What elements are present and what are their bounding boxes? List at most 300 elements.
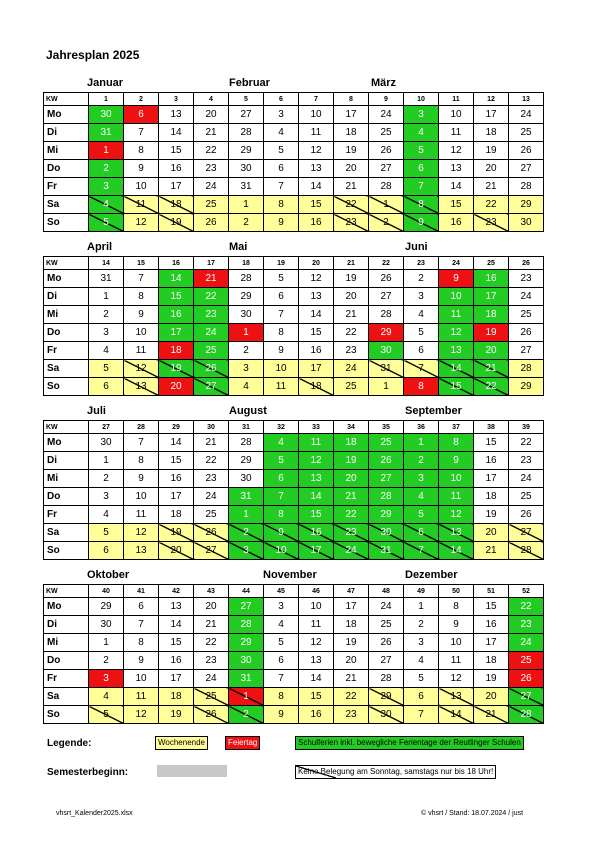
weekday-label: Mo — [44, 598, 89, 616]
day-cell: 23 — [334, 706, 369, 724]
day-cell: 9 — [124, 306, 159, 324]
day-cell: 4 — [264, 434, 299, 452]
kw-label: KW — [44, 257, 89, 270]
day-cell: 7 — [264, 178, 299, 196]
kw-cell: 36 — [404, 421, 439, 434]
day-cell: 20 — [474, 524, 509, 542]
day-cell: 23 — [194, 306, 229, 324]
day-cell: 30 — [369, 524, 404, 542]
day-cell: 31 — [229, 488, 264, 506]
day-cell: 16 — [299, 342, 334, 360]
day-cell: 25 — [369, 616, 404, 634]
day-cell: 6 — [89, 378, 124, 396]
day-cell: 14 — [159, 434, 194, 452]
day-cell: 24 — [509, 470, 544, 488]
day-cell: 18 — [474, 124, 509, 142]
weekday-label: Mi — [44, 142, 89, 160]
kw-cell: 15 — [124, 257, 159, 270]
day-cell: 11 — [124, 506, 159, 524]
kw-row — [44, 257, 544, 270]
month-label: September — [405, 405, 462, 417]
day-cell: 13 — [439, 160, 474, 178]
day-cell: 20 — [334, 470, 369, 488]
weekday-row — [44, 434, 544, 452]
day-cell: 6 — [264, 652, 299, 670]
kw-cell: 10 — [404, 93, 439, 106]
day-cell: 29 — [229, 452, 264, 470]
weekday-label: Do — [44, 160, 89, 178]
kw-cell: 48 — [369, 585, 404, 598]
day-cell: 21 — [194, 270, 229, 288]
day-cell: 3 — [89, 178, 124, 196]
footer-filename: vhsrt_Kalender2025.xlsx — [56, 810, 133, 817]
day-cell: 11 — [299, 124, 334, 142]
day-cell: 11 — [439, 488, 474, 506]
kw-cell: 51 — [474, 585, 509, 598]
weekday-row — [44, 360, 544, 378]
day-cell: 13 — [299, 160, 334, 178]
day-cell: 29 — [229, 288, 264, 306]
day-cell: 4 — [229, 378, 264, 396]
day-cell: 19 — [159, 214, 194, 232]
day-cell: 23 — [509, 452, 544, 470]
day-cell: 20 — [159, 542, 194, 560]
day-cell: 9 — [124, 160, 159, 178]
day-cell: 23 — [509, 616, 544, 634]
weekday-row — [44, 452, 544, 470]
weekday-label: Fr — [44, 670, 89, 688]
day-cell: 5 — [404, 670, 439, 688]
day-cell: 21 — [474, 360, 509, 378]
day-cell: 26 — [194, 706, 229, 724]
weekday-label: Sa — [44, 196, 89, 214]
day-cell: 25 — [334, 378, 369, 396]
day-cell: 13 — [159, 106, 194, 124]
day-cell: 25 — [369, 124, 404, 142]
weekday-row — [44, 506, 544, 524]
day-cell: 14 — [299, 178, 334, 196]
day-cell: 9 — [439, 452, 474, 470]
kw-cell: 38 — [474, 421, 509, 434]
day-cell: 9 — [124, 652, 159, 670]
day-cell: 5 — [89, 214, 124, 232]
kw-cell: 3 — [159, 93, 194, 106]
day-cell: 31 — [229, 670, 264, 688]
day-cell: 6 — [124, 106, 159, 124]
kw-cell: 47 — [334, 585, 369, 598]
day-cell: 8 — [439, 598, 474, 616]
day-cell: 10 — [439, 106, 474, 124]
day-cell: 3 — [264, 598, 299, 616]
day-cell: 28 — [369, 670, 404, 688]
weekday-row — [44, 196, 544, 214]
legend-no-booking — [295, 765, 496, 779]
day-cell: 15 — [159, 634, 194, 652]
day-cell: 5 — [404, 324, 439, 342]
weekday-row — [44, 342, 544, 360]
weekday-row — [44, 470, 544, 488]
weekday-row — [44, 652, 544, 670]
day-cell: 3 — [404, 470, 439, 488]
kw-cell: 40 — [89, 585, 124, 598]
day-cell: 17 — [159, 324, 194, 342]
day-cell: 4 — [404, 124, 439, 142]
day-cell: 17 — [299, 360, 334, 378]
day-cell: 30 — [229, 160, 264, 178]
day-cell: 12 — [439, 670, 474, 688]
day-cell: 22 — [194, 634, 229, 652]
weekday-label: Mo — [44, 434, 89, 452]
day-cell: 14 — [299, 670, 334, 688]
day-cell: 31 — [89, 124, 124, 142]
day-cell: 30 — [229, 470, 264, 488]
day-cell: 22 — [474, 378, 509, 396]
day-cell: 7 — [124, 434, 159, 452]
day-cell: 10 — [264, 360, 299, 378]
day-cell: 1 — [229, 688, 264, 706]
day-cell: 8 — [404, 196, 439, 214]
day-cell: 1 — [89, 452, 124, 470]
kw-cell: 50 — [439, 585, 474, 598]
day-cell: 2 — [89, 160, 124, 178]
day-cell: 22 — [334, 688, 369, 706]
day-cell: 7 — [264, 670, 299, 688]
day-cell: 29 — [229, 142, 264, 160]
day-cell: 13 — [439, 342, 474, 360]
kw-cell: 13 — [509, 93, 544, 106]
day-cell: 20 — [474, 688, 509, 706]
day-cell: 29 — [509, 196, 544, 214]
day-cell: 24 — [194, 324, 229, 342]
day-cell: 4 — [404, 652, 439, 670]
day-cell: 11 — [124, 342, 159, 360]
day-cell: 7 — [264, 306, 299, 324]
day-cell: 25 — [509, 652, 544, 670]
day-cell: 27 — [509, 342, 544, 360]
day-cell: 29 — [89, 598, 124, 616]
day-cell: 3 — [229, 360, 264, 378]
weekday-label: So — [44, 706, 89, 724]
day-cell: 18 — [159, 688, 194, 706]
day-cell: 25 — [369, 434, 404, 452]
kw-cell: 34 — [334, 421, 369, 434]
day-cell: 28 — [369, 178, 404, 196]
day-cell: 23 — [334, 524, 369, 542]
day-cell: 22 — [194, 288, 229, 306]
day-cell: 6 — [404, 160, 439, 178]
day-cell: 26 — [369, 270, 404, 288]
month-label: Januar — [87, 77, 124, 89]
month-label: Mai — [229, 241, 248, 253]
day-cell: 28 — [229, 434, 264, 452]
weekday-row — [44, 706, 544, 724]
day-cell: 16 — [474, 616, 509, 634]
kw-label: KW — [44, 585, 89, 598]
weekday-label: Mi — [44, 634, 89, 652]
legend-label: Legende: — [47, 738, 92, 749]
kw-label: KW — [44, 421, 89, 434]
day-cell: 24 — [509, 634, 544, 652]
day-cell: 20 — [334, 288, 369, 306]
day-cell: 16 — [159, 470, 194, 488]
day-cell: 14 — [439, 542, 474, 560]
month-label: Dezember — [405, 569, 458, 581]
day-cell: 18 — [334, 616, 369, 634]
kw-cell: 31 — [229, 421, 264, 434]
day-cell: 10 — [264, 542, 299, 560]
day-cell: 25 — [194, 688, 229, 706]
weekday-row — [44, 142, 544, 160]
day-cell: 21 — [334, 670, 369, 688]
kw-cell: 41 — [124, 585, 159, 598]
day-cell: 21 — [334, 488, 369, 506]
kw-cell: 8 — [334, 93, 369, 106]
day-cell: 20 — [194, 106, 229, 124]
kw-cell: 37 — [439, 421, 474, 434]
day-cell: 7 — [264, 488, 299, 506]
day-cell: 22 — [334, 506, 369, 524]
day-cell: 17 — [159, 670, 194, 688]
day-cell: 20 — [334, 652, 369, 670]
day-cell: 12 — [124, 524, 159, 542]
day-cell: 15 — [439, 196, 474, 214]
day-cell: 5 — [404, 142, 439, 160]
calendar-table — [43, 92, 544, 232]
day-cell: 28 — [509, 178, 544, 196]
legend-no-booking-text: Keine Belegung am Sonntag, samstags nur bis 18 Uhr! — [298, 767, 494, 776]
day-cell: 20 — [334, 160, 369, 178]
day-cell: 26 — [369, 452, 404, 470]
day-cell: 14 — [439, 178, 474, 196]
day-cell: 26 — [509, 506, 544, 524]
weekday-row — [44, 688, 544, 706]
weekday-row — [44, 634, 544, 652]
kw-cell: 45 — [264, 585, 299, 598]
kw-cell: 4 — [194, 93, 229, 106]
day-cell: 24 — [194, 670, 229, 688]
day-cell: 4 — [264, 616, 299, 634]
day-cell: 14 — [159, 270, 194, 288]
kw-cell: 1 — [89, 93, 124, 106]
day-cell: 3 — [89, 670, 124, 688]
day-cell: 19 — [334, 452, 369, 470]
day-cell: 4 — [89, 342, 124, 360]
weekday-label: Do — [44, 324, 89, 342]
day-cell: 24 — [369, 106, 404, 124]
kw-cell: 16 — [159, 257, 194, 270]
kw-cell: 19 — [264, 257, 299, 270]
kw-cell: 52 — [509, 585, 544, 598]
day-cell: 23 — [334, 214, 369, 232]
kw-cell: 27 — [89, 421, 124, 434]
day-cell: 21 — [474, 706, 509, 724]
day-cell: 24 — [509, 106, 544, 124]
day-cell: 3 — [89, 488, 124, 506]
day-cell: 5 — [264, 452, 299, 470]
day-cell: 21 — [194, 434, 229, 452]
day-cell: 2 — [229, 706, 264, 724]
day-cell: 10 — [124, 670, 159, 688]
day-cell: 19 — [334, 270, 369, 288]
day-cell: 25 — [194, 342, 229, 360]
day-cell: 27 — [194, 542, 229, 560]
day-cell: 27 — [369, 470, 404, 488]
day-cell: 30 — [369, 342, 404, 360]
day-cell: 17 — [159, 178, 194, 196]
day-cell: 21 — [194, 124, 229, 142]
day-cell: 16 — [159, 160, 194, 178]
weekday-label: Fr — [44, 178, 89, 196]
day-cell: 9 — [264, 342, 299, 360]
day-cell: 3 — [404, 106, 439, 124]
day-cell: 7 — [124, 270, 159, 288]
weekday-row — [44, 488, 544, 506]
day-cell: 12 — [124, 214, 159, 232]
day-cell: 17 — [474, 470, 509, 488]
day-cell: 15 — [299, 196, 334, 214]
kw-cell: 17 — [194, 257, 229, 270]
semester-label: Semesterbeginn: — [47, 767, 129, 778]
kw-cell: 33 — [299, 421, 334, 434]
day-cell: 13 — [124, 378, 159, 396]
day-cell: 20 — [474, 160, 509, 178]
day-cell: 12 — [299, 270, 334, 288]
day-cell: 1 — [369, 196, 404, 214]
weekday-label: Fr — [44, 342, 89, 360]
day-cell: 8 — [124, 452, 159, 470]
weekday-label: Sa — [44, 688, 89, 706]
day-cell: 1 — [369, 378, 404, 396]
kw-cell: 20 — [299, 257, 334, 270]
kw-cell: 30 — [194, 421, 229, 434]
kw-row — [44, 93, 544, 106]
day-cell: 8 — [124, 634, 159, 652]
day-cell: 28 — [229, 270, 264, 288]
day-cell: 7 — [404, 706, 439, 724]
day-cell: 21 — [334, 178, 369, 196]
day-cell: 1 — [229, 196, 264, 214]
day-cell: 4 — [404, 488, 439, 506]
day-cell: 13 — [159, 598, 194, 616]
month-label: Juni — [405, 241, 428, 253]
legend-weekend: Wochenende — [155, 736, 208, 750]
day-cell: 8 — [124, 142, 159, 160]
day-cell: 15 — [299, 506, 334, 524]
day-cell: 13 — [124, 542, 159, 560]
day-cell: 3 — [404, 288, 439, 306]
day-cell: 22 — [334, 324, 369, 342]
day-cell: 11 — [124, 196, 159, 214]
kw-cell: 11 — [439, 93, 474, 106]
day-cell: 10 — [124, 178, 159, 196]
weekday-label: Sa — [44, 524, 89, 542]
day-cell: 25 — [194, 196, 229, 214]
kw-cell: 22 — [369, 257, 404, 270]
day-cell: 30 — [89, 106, 124, 124]
day-cell: 2 — [89, 470, 124, 488]
day-cell: 12 — [124, 706, 159, 724]
weekday-row — [44, 324, 544, 342]
day-cell: 1 — [89, 288, 124, 306]
day-cell: 28 — [509, 360, 544, 378]
footer-stand: © vhsrt / Stand: 18.07.2024 / just — [421, 810, 524, 817]
day-cell: 11 — [264, 378, 299, 396]
month-label: August — [229, 405, 267, 417]
kw-cell: 21 — [334, 257, 369, 270]
day-cell: 11 — [124, 688, 159, 706]
day-cell: 11 — [439, 652, 474, 670]
day-cell: 16 — [159, 306, 194, 324]
day-cell: 10 — [124, 488, 159, 506]
day-cell: 26 — [369, 142, 404, 160]
day-cell: 25 — [194, 506, 229, 524]
weekday-row — [44, 670, 544, 688]
day-cell: 24 — [194, 488, 229, 506]
day-cell: 16 — [299, 706, 334, 724]
day-cell: 7 — [404, 542, 439, 560]
day-cell: 9 — [404, 214, 439, 232]
day-cell: 29 — [229, 634, 264, 652]
month-label: Oktober — [87, 569, 130, 581]
day-cell: 19 — [334, 634, 369, 652]
kw-cell: 7 — [299, 93, 334, 106]
day-cell: 21 — [334, 306, 369, 324]
day-cell: 12 — [439, 506, 474, 524]
day-cell: 16 — [439, 214, 474, 232]
kw-cell: 12 — [474, 93, 509, 106]
day-cell: 23 — [194, 652, 229, 670]
day-cell: 3 — [229, 542, 264, 560]
day-cell: 15 — [474, 598, 509, 616]
day-cell: 6 — [404, 688, 439, 706]
weekday-label: So — [44, 378, 89, 396]
weekday-row — [44, 524, 544, 542]
weekday-row — [44, 288, 544, 306]
day-cell: 16 — [474, 452, 509, 470]
day-cell: 29 — [369, 324, 404, 342]
day-cell: 14 — [299, 306, 334, 324]
day-cell: 12 — [439, 142, 474, 160]
day-cell: 1 — [404, 434, 439, 452]
day-cell: 25 — [509, 124, 544, 142]
day-cell: 22 — [509, 434, 544, 452]
kw-cell: 43 — [194, 585, 229, 598]
kw-label: KW — [44, 93, 89, 106]
day-cell: 24 — [334, 360, 369, 378]
day-cell: 13 — [299, 288, 334, 306]
day-cell: 18 — [159, 196, 194, 214]
day-cell: 19 — [334, 142, 369, 160]
day-cell: 25 — [509, 306, 544, 324]
day-cell: 26 — [509, 670, 544, 688]
day-cell: 18 — [159, 506, 194, 524]
day-cell: 19 — [159, 524, 194, 542]
day-cell: 2 — [229, 342, 264, 360]
kw-cell: 28 — [124, 421, 159, 434]
weekday-label: Mi — [44, 306, 89, 324]
day-cell: 12 — [439, 324, 474, 342]
day-cell: 9 — [264, 214, 299, 232]
day-cell: 22 — [334, 196, 369, 214]
weekday-label: So — [44, 214, 89, 232]
day-cell: 6 — [264, 470, 299, 488]
weekday-row — [44, 160, 544, 178]
day-cell: 1 — [89, 634, 124, 652]
day-cell: 27 — [369, 652, 404, 670]
day-cell: 6 — [264, 288, 299, 306]
kw-cell: 35 — [369, 421, 404, 434]
day-cell: 20 — [474, 342, 509, 360]
